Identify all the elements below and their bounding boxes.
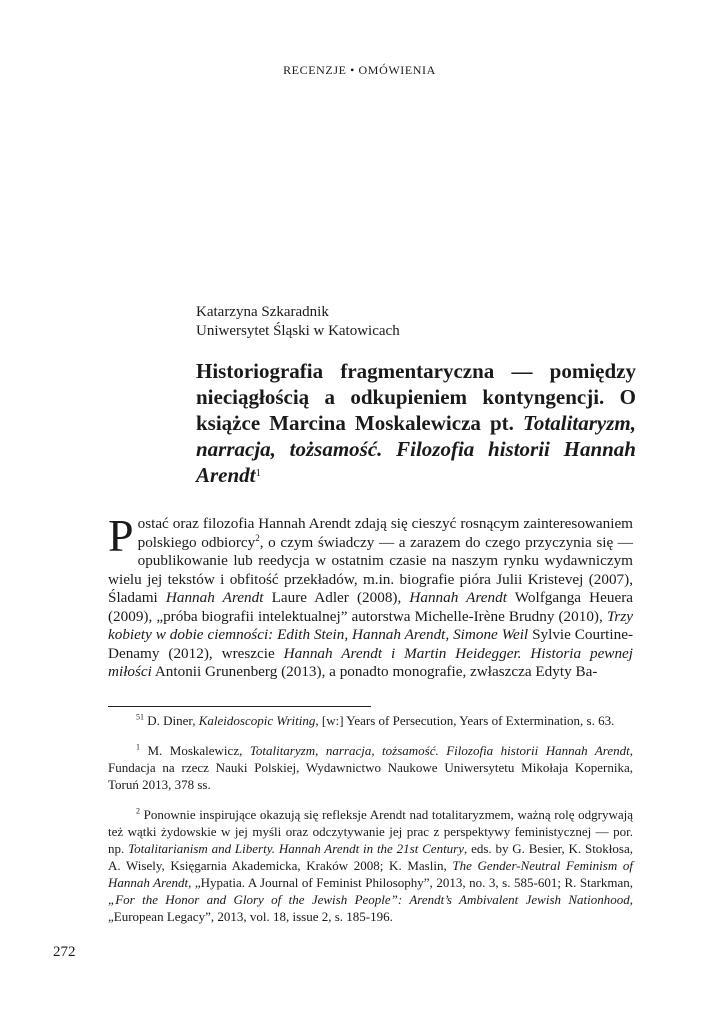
footnote-1-text-b: , Fundacja na rzecz Nauki Polskiej, Wydawnictwo Naukowe Uniwersytetu Mikołaja Kopernika, Toruń 2013, 378 ss.	[108, 743, 633, 792]
footnote-2-text-d: , „European Legacy”, 2013, vol. 18, issue 2, s. 185-196.	[108, 892, 633, 924]
footnote-51-number: 51	[136, 712, 144, 722]
footnote-2-italic-2: The Gender-Neutral Feminism of Hannah Arendt	[108, 858, 633, 890]
footnote-2-italic-1: Totalitarianism and Liberty. Hannah Arendt in the 21st Century	[128, 841, 465, 856]
footnote-51-text-b: , [w:] Years of Persecution, Years of Extermination, s. 63.	[315, 713, 615, 728]
footnote-51	[108, 712, 633, 729]
title-footnote-ref[interactable]: 1	[255, 467, 262, 479]
title-main: Historiografia fragmentaryczna — pomiędzy nieciągłością a odkupieniem kontyngencji. O książce Marcina Moskalewicza pt.	[196, 359, 636, 435]
body-text-1: ostać oraz filozofia Hannah Arendt zdają się cieszyć rosnącym zainteresowaniem polskiego odbiorcy	[137, 515, 633, 551]
body-text-5: Sylvie Courtine-Denamy (2012), wreszcie	[108, 626, 633, 662]
author-affiliation: Uniwersytet Śląski w Katowicach	[196, 323, 400, 339]
footnote-2-text-a: Ponownie inspirujące okazują się refleksje Arendt nad totalitaryzmem, ważną rolę odgrywają też wątki żydowskie w jej myśli oraz odczytywanie jej prac z perspektywy feministycznej — por. np.	[108, 807, 633, 856]
body-text-3: Laure Adler (2008),	[263, 589, 410, 606]
drop-cap: P	[108, 510, 134, 561]
body-text-2: , o czym świadczy — a zarazem do czego przyczynia się — opublikowanie lub reedycja w ostatnim czasie na naszym rynku wydawniczym wielu jej tekstów i obfitość przekładów, m.in. biografie pióra Julii Kristevej (2007), Śladami	[108, 533, 633, 606]
footnote-divider	[108, 706, 371, 707]
footnote-1-number: 1	[136, 742, 140, 752]
body-text-6: Antonii Grunenberg (2013), a ponadto monografie, zwłaszcza Edyty Ba-	[151, 663, 598, 680]
footnote-2-text-b: , eds. by G. Besier, K. Stokłosa, A. Wisely, Księgarnia Akademicka, Kraków 2008; K. Maslin,	[108, 841, 633, 873]
footnote-2	[108, 806, 633, 925]
body-paragraph	[108, 510, 634, 682]
body-italic-2: Hannah Arendt	[409, 589, 507, 606]
footnote-1	[108, 742, 633, 793]
footnote-2-text-c: , „Hypatia. A Journal of Feminist Philosophy”, 2013, no. 3, s. 585-601; R. Starkman,	[188, 875, 633, 890]
author-block	[196, 303, 636, 341]
footnote-ref-2[interactable]: 2	[255, 532, 260, 543]
author-name: Katarzyna Szkaradnik	[196, 304, 329, 320]
footnote-1-text-a: M. Moskalewicz,	[140, 743, 250, 758]
footnote-51-text-a: D. Diner,	[144, 713, 199, 728]
footnote-51-italic: Kaleidoscopic Writing	[198, 713, 316, 728]
footnote-2-italic-3: „For the Honor and Glory of the Jewish People”: Arendt’s Ambivalent Jewish Nationhood	[108, 892, 630, 907]
body-italic-1: Hannah Arendt	[165, 589, 264, 606]
footnotes	[108, 712, 633, 938]
body-italic-3: Trzy kobiety w dobie ciemności: Edith Stein, Hannah Arendt, Simone Weil	[108, 607, 633, 643]
running-head: RECENZJE • OMÓWIENIA	[283, 63, 436, 77]
body-italic-4: Hannah Arendt i Martin Heidegger. Historia pewnej miłości	[108, 644, 633, 680]
footnote-2-number: 2	[136, 806, 140, 816]
page-number: 272	[53, 944, 76, 960]
footnote-1-italic: Totalitaryzm, narracja, tożsamość. Filozofia historii Hannah Arendt	[249, 743, 630, 758]
article-title	[196, 358, 636, 488]
title-italic: Totalitaryzm, narracja, tożsamość. Filozofia historii Hannah Arendt	[196, 411, 636, 487]
body-text-4: Wolfganga Heuera (2009), „próba biografii intelektualnej” autorstwa Michelle-Irène Brudny (2010),	[108, 589, 634, 625]
